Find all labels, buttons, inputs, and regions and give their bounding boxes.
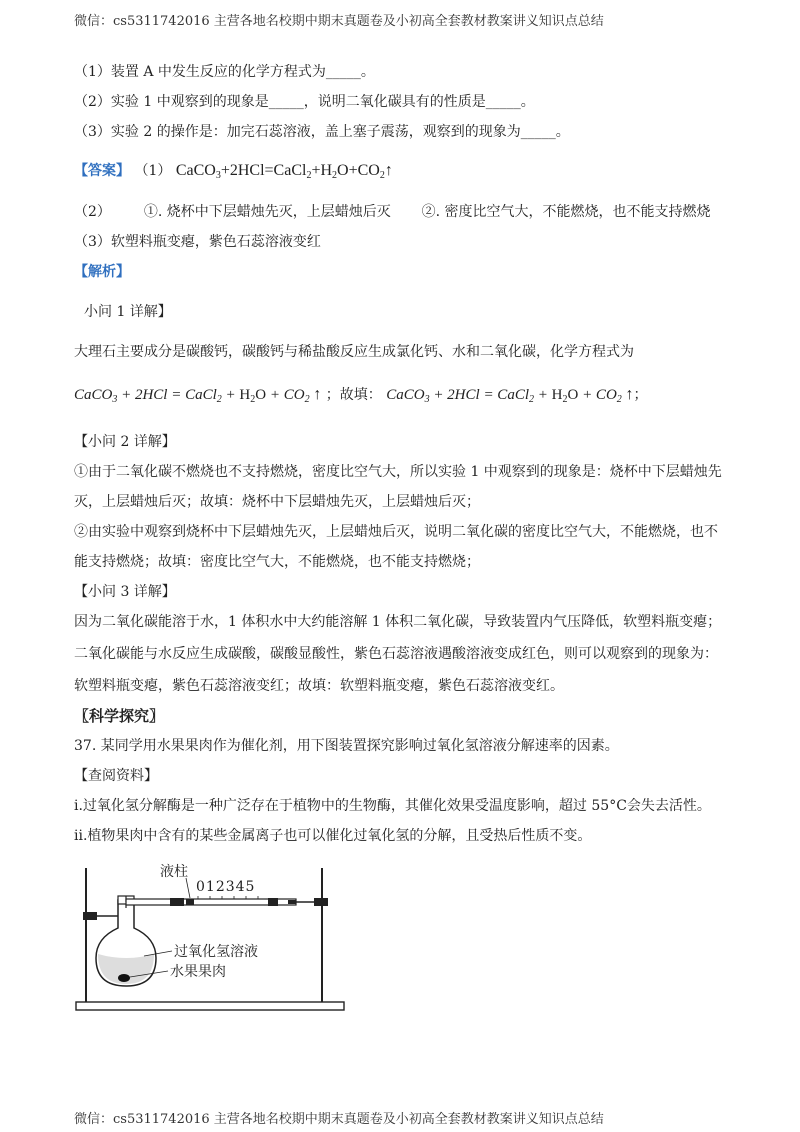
- answer-2-part2: ②. 密度比空气大，不能燃烧，也不能支持燃烧: [421, 204, 711, 220]
- fruit-flesh: [118, 974, 130, 982]
- reference-title: 【查阅资料】: [74, 768, 158, 784]
- label-solution: 过氧化氢溶液: [174, 944, 258, 960]
- sub3-title: 【小问 3 详解】: [74, 584, 176, 600]
- sub1-fill-text: ；故填：: [325, 387, 382, 403]
- sub1-text: 大理石主要成分是碳酸钙，碳酸钙与稀盐酸反应生成氯化钙、水和二氧化碳，化学方程式为: [74, 344, 634, 360]
- sub2-line-3: ②由实验中观察到烧杯中下层蜡烛先灭，上层蜡烛后灭，说明二氧化碳的密度比空气大，不能燃烧，也不: [74, 524, 718, 540]
- answer-2-row: [74, 202, 711, 222]
- answer-1-formula: $CaCO_3+2HCl=CaCl_2+H_2O+CO_2↑$: [175, 162, 393, 181]
- section-title: 〖科学探究〗: [74, 707, 165, 725]
- sub3-line-3: 软塑料瓶变瘪，紫色石蕊溶液变红；故填：软塑料瓶变瘪，紫色石蕊溶液变红。: [74, 678, 564, 694]
- answer-label: 【答案】: [74, 163, 130, 179]
- question-1: （1）装置 A 中发生反应的化学方程式为_____。: [74, 64, 375, 80]
- question-3: （3）实验 2 的操作是：加完石蕊溶液，盖上塞子震荡，观察到的现象为_____。: [74, 124, 570, 140]
- sub2-line-4: 能支持燃烧；故填：密度比空气大，不能燃烧，也不能支持燃烧；: [74, 554, 480, 570]
- reference-i: i.过氧化氢分解酶是一种广泛存在于植物中的生物酶，其催化效果受温度影响，超过 55°C会失去活性。: [74, 798, 711, 814]
- answer-1-prefix: （1）: [134, 163, 172, 179]
- sub1-title: 小问 1 详解】: [84, 304, 172, 320]
- label-fruit: 水果果肉: [170, 964, 226, 980]
- apparatus-diagram: [74, 850, 354, 1020]
- question-37: 37. 某同学用水果果肉作为催化剂，用下图装置探究影响过氧化氢溶液分解速率的因素。: [74, 738, 619, 754]
- label-liquid-column: 液柱: [160, 864, 188, 880]
- sub2-line-1: ①由于二氧化碳不燃烧也不支持燃烧，密度比空气大，所以实验 1 中观察到的现象是：烧杯中下层蜡烛先: [74, 464, 722, 480]
- equation-1: CaCO$_3$ + 2HCl = CaCl$_2$ + $H_2O + CO_2$ ↑: [74, 386, 322, 405]
- equation-2: CaCO$_3$ + 2HCl = CaCl$_2$ + $H_2O + CO_2$ ↑: [386, 386, 634, 405]
- page-header: 微信：cs5311742016 主营各地名校期中期末真题卷及小初高全套教材教案讲义知识点总结: [74, 14, 604, 29]
- answer-2-prefix: （2）: [74, 204, 111, 220]
- answer-3: （3）软塑料瓶变瘪，紫色石蕊溶液变红: [74, 234, 321, 250]
- reference-ii: ii.植物果肉中含有的某些金属离子也可以催化过氧化氢的分解，且受热后性质不变。: [74, 828, 592, 844]
- sub1-equation-row: CaCO$_3$ + 2HCl = CaCl$_2$ + $H_2O + CO_2$ ↑ ；故填： CaCO$_3$ + 2HCl = CaCl$_2$ + $H_2O + CO_2$ ↑；: [74, 386, 648, 405]
- stand-base: [76, 1002, 344, 1010]
- sub3-line-2: 二氧化碳能与水反应生成碳酸，碳酸显酸性，紫色石蕊溶液遇酸溶液变成红色，则可以观察到的现象为：: [74, 646, 718, 662]
- scale-numbers: 012345: [196, 879, 256, 895]
- liquid-column: [186, 899, 194, 905]
- question-2: （2）实验 1 中观察到的现象是_____，说明二氧化碳具有的性质是_____。: [74, 94, 535, 110]
- analysis-label: 【解析】: [74, 264, 130, 280]
- sub3-line-1: 因为二氧化碳能溶于水，1 体积水中大约能溶解 1 体积二氧化碳，导致装置内气压降低，软塑料瓶变瘪；: [74, 614, 722, 630]
- sub2-line-2: 灭，上层蜡烛后灭；故填：烧杯中下层蜡烛先灭，上层蜡烛后灭；: [74, 494, 480, 510]
- answer-2-part1: ①. 烧杯中下层蜡烛先灭，上层蜡烛后灭: [143, 204, 391, 220]
- answer-1-row: [74, 158, 393, 184]
- page-footer: 微信：cs5311742016 主营各地名校期中期末真题卷及小初高全套教材教案讲义知识点总结: [74, 1112, 604, 1127]
- sub2-title: 【小问 2 详解】: [74, 434, 176, 450]
